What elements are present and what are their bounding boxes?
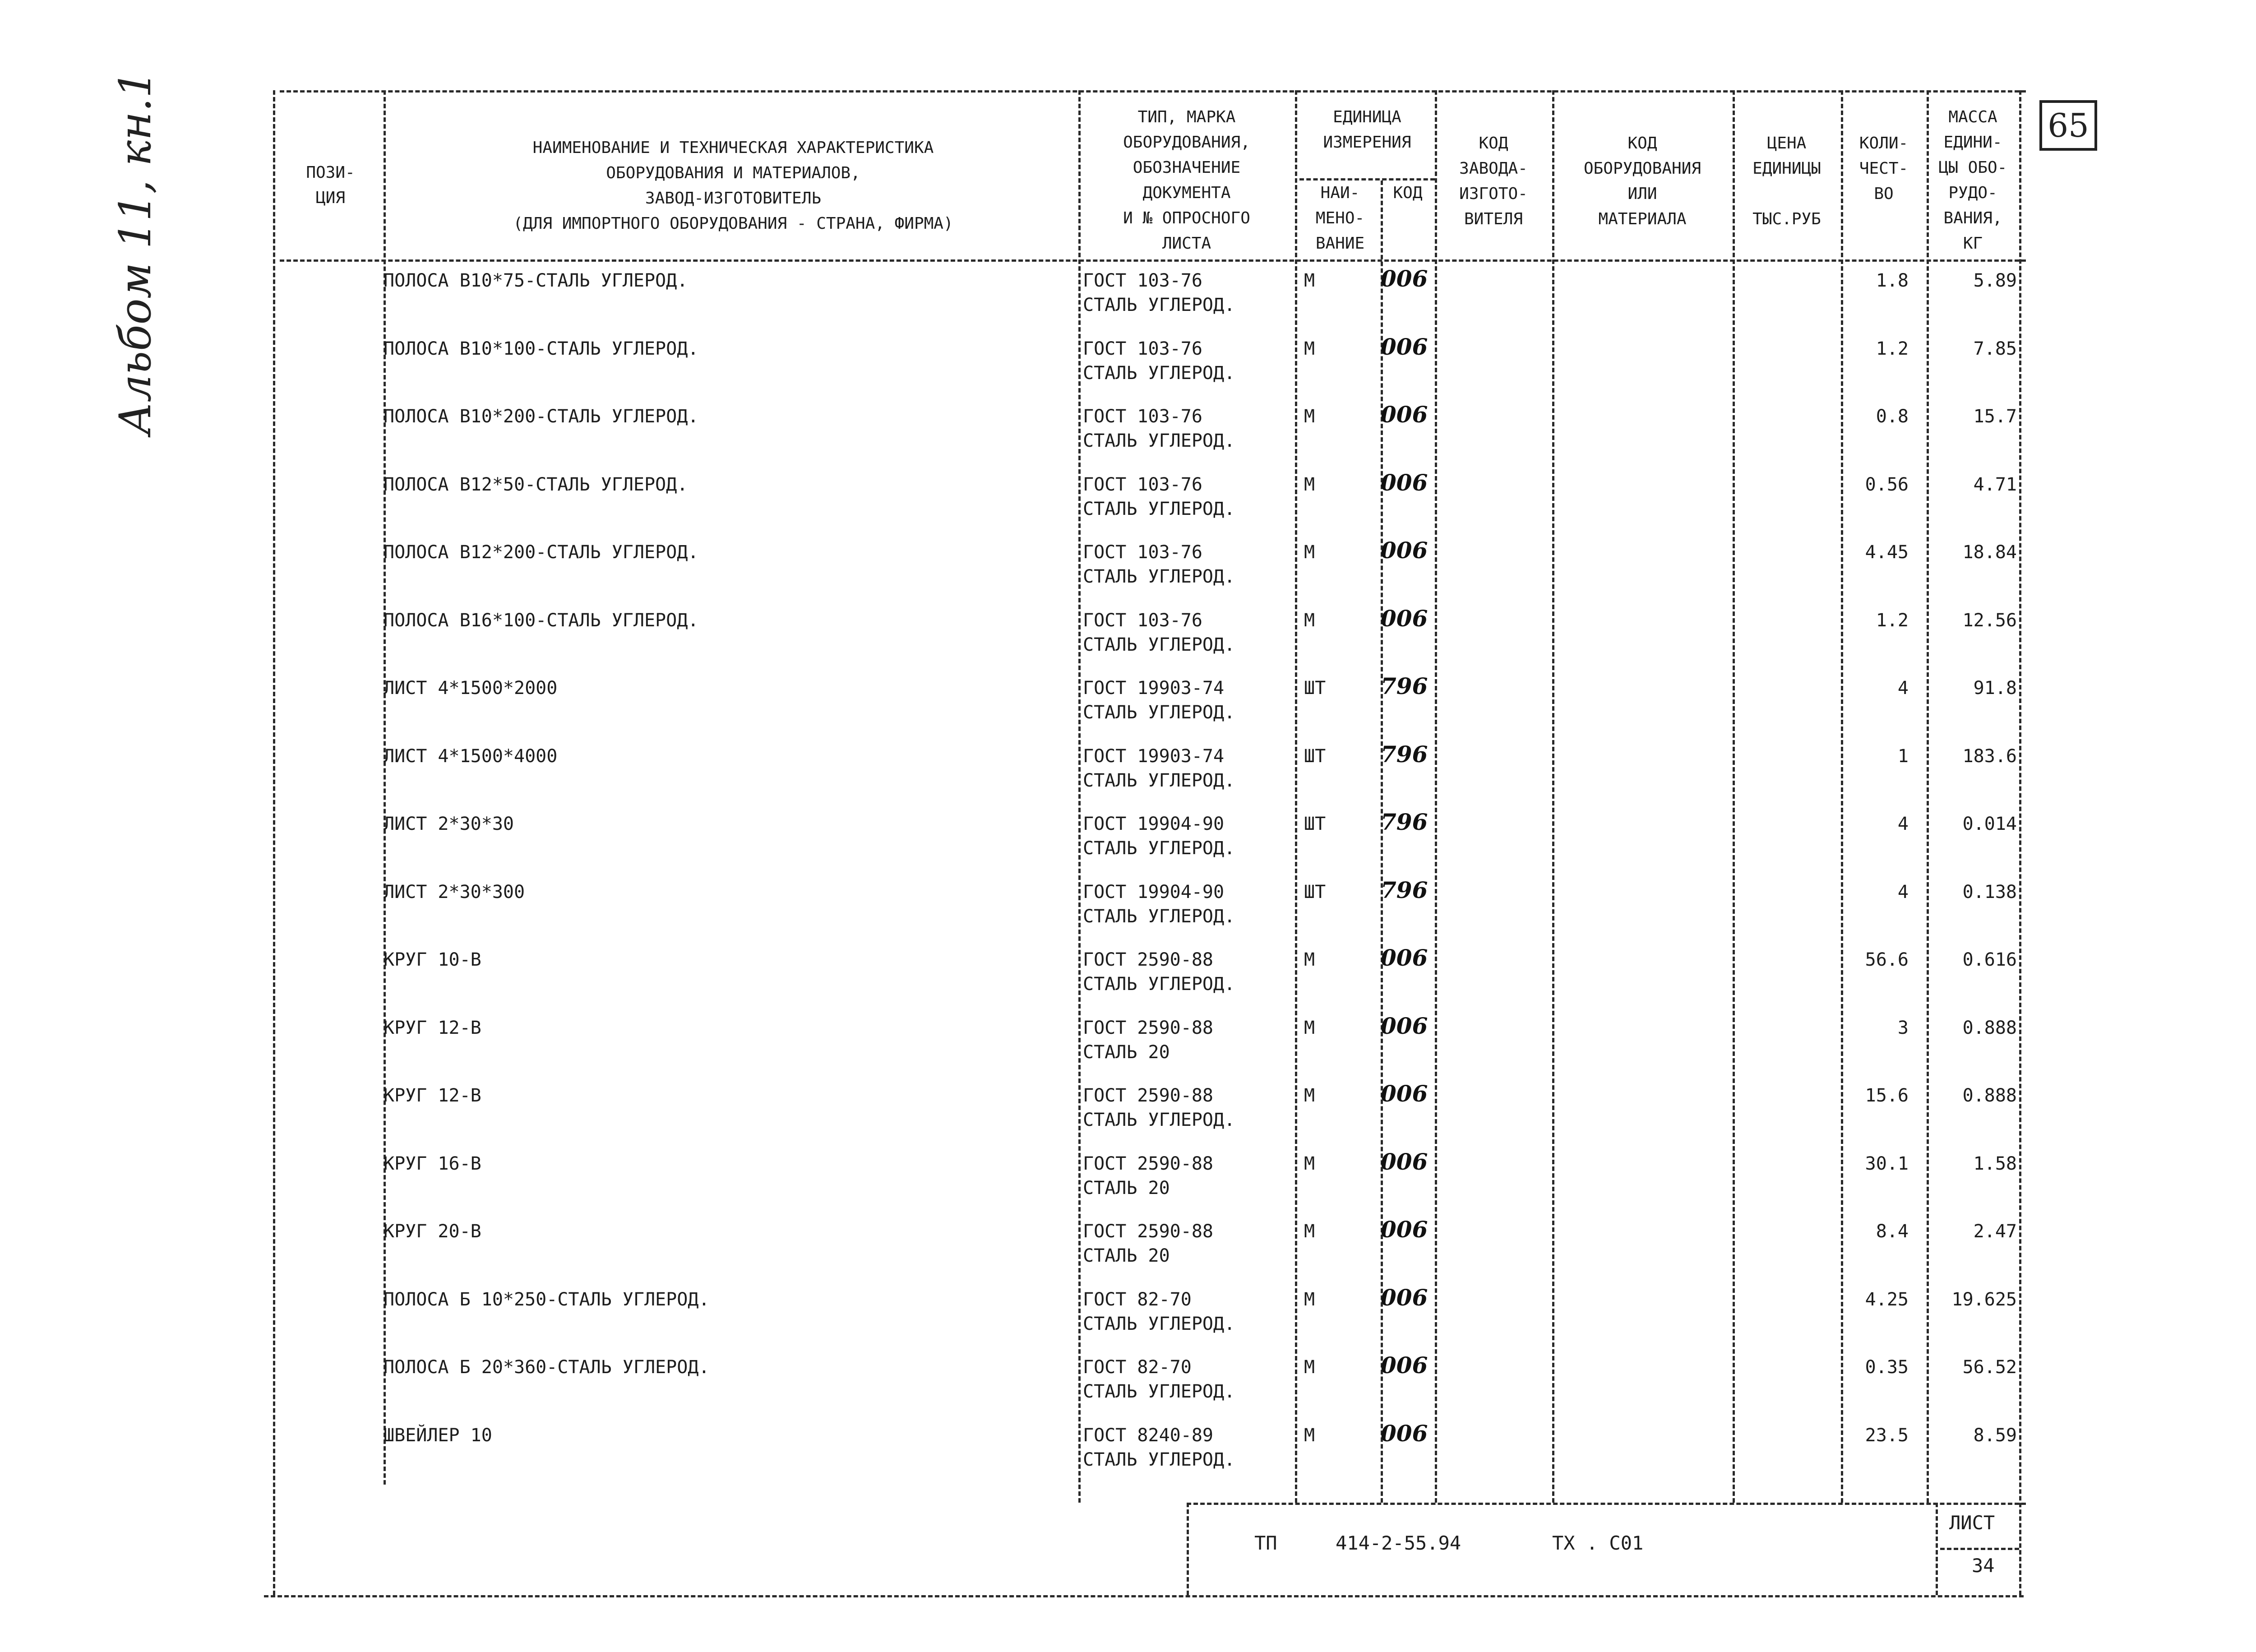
row-mass: 0.138	[1962, 881, 2017, 902]
col-sep-plant	[1435, 90, 1437, 1503]
row-mass: 5.89	[1973, 270, 2017, 291]
row-code: 006	[1381, 1012, 1428, 1039]
row-doc1: ГОСТ 8240-89	[1083, 1425, 1213, 1446]
row-unit: ШТ	[1304, 814, 1326, 834]
row-qty: 56.6	[1865, 949, 1909, 970]
row-mass: 1.58	[1973, 1153, 2017, 1174]
row-code: 006	[1381, 1216, 1428, 1243]
row-unit: М	[1304, 1221, 1315, 1242]
row-qty: 0.35	[1865, 1357, 1909, 1378]
row-doc1: ГОСТ 2590-88	[1083, 1153, 1213, 1174]
row-mass: 19.625	[1951, 1289, 2017, 1310]
row-mass: 12.56	[1962, 610, 2017, 631]
row-unit: М	[1304, 1289, 1315, 1310]
row-code: 006	[1381, 265, 1428, 292]
row-doc2: СТАЛЬ УГЛЕРОД.	[1083, 906, 1235, 927]
row-mass: 0.616	[1962, 949, 2017, 970]
row-name: КРУГ 12-В	[384, 1017, 481, 1038]
col-sep-name	[384, 90, 386, 1485]
row-mass: 91.8	[1973, 678, 2017, 699]
row-doc1: ГОСТ 82-70	[1083, 1357, 1192, 1378]
row-doc2: СТАЛЬ УГЛЕРОД.	[1083, 1449, 1235, 1470]
row-code: 796	[1381, 740, 1428, 768]
row-unit: М	[1304, 1153, 1315, 1174]
stamp-left-line	[1187, 1503, 1189, 1595]
row-code: 006	[1381, 469, 1428, 496]
row-qty: 4.45	[1865, 542, 1909, 563]
row-name: КРУГ 10-В	[384, 949, 481, 970]
row-unit: ШТ	[1304, 745, 1326, 767]
col-sep-type	[1078, 90, 1081, 1503]
row-qty: 0.56	[1865, 474, 1909, 495]
row-qty: 4	[1897, 678, 1909, 699]
row-unit: ШТ	[1304, 678, 1326, 699]
row-mass: 0.888	[1962, 1085, 2017, 1106]
row-doc2: СТАЛЬ УГЛЕРОД.	[1083, 634, 1235, 655]
header-mass: МАССА ЕДИНИ- ЦЫ ОБО- РУДО- ВАНИЯ, КГ	[1938, 108, 2007, 253]
frame-left-line	[273, 90, 275, 1595]
frame-right-line	[2019, 90, 2021, 1595]
row-doc1: ГОСТ 19904-90	[1083, 881, 1225, 902]
row-doc2: СТАЛЬ УГЛЕРОД.	[1083, 974, 1235, 995]
row-qty: 1.8	[1876, 270, 1909, 291]
col-sep-unit	[1295, 90, 1297, 1503]
row-code: 006	[1381, 537, 1428, 564]
row-mass: 183.6	[1962, 745, 2017, 767]
row-code: 006	[1381, 1352, 1428, 1379]
row-unit: М	[1304, 406, 1315, 427]
row-qty: 0.8	[1876, 406, 1909, 427]
row-qty: 4	[1897, 881, 1909, 902]
row-doc1: ГОСТ 2590-88	[1083, 1221, 1213, 1242]
col-sep-price	[1733, 90, 1735, 1503]
frame-bottom-line	[264, 1595, 2024, 1597]
header-qty: КОЛИ- ЧЕСТ- ВО	[1859, 134, 1909, 203]
stamp-designation: 414-2-55.94	[1336, 1532, 1461, 1554]
row-name: ПОЛОСА В10*200-СТАЛЬ УГЛЕРОД.	[384, 406, 699, 427]
row-qty: 1.2	[1876, 610, 1909, 631]
row-name: ПОЛОСА В12*200-СТАЛЬ УГЛЕРОД.	[384, 542, 699, 563]
page-corner-number: 65	[2039, 100, 2097, 151]
row-name: ЛИСТ 2*30*30	[384, 814, 514, 834]
row-mass: 4.71	[1973, 474, 2017, 495]
row-mass: 7.85	[1973, 338, 2017, 359]
row-code: 796	[1381, 876, 1428, 903]
row-doc2: СТАЛЬ УГЛЕРОД.	[1083, 362, 1235, 384]
row-qty: 3	[1897, 1017, 1909, 1038]
row-name: ЛИСТ 4*1500*2000	[384, 678, 558, 699]
row-unit: М	[1304, 1017, 1315, 1038]
row-name: ПОЛОСА В16*100-СТАЛЬ УГЛЕРОД.	[384, 610, 699, 631]
row-unit: ШТ	[1304, 881, 1326, 902]
row-doc1: ГОСТ 103-76	[1083, 270, 1202, 291]
stamp-sheet-divider	[1940, 1548, 2019, 1550]
row-doc1: ГОСТ 103-76	[1083, 542, 1202, 563]
row-doc2: СТАЛЬ УГЛЕРОД.	[1083, 770, 1235, 791]
row-mass: 2.47	[1973, 1221, 2017, 1242]
stamp-sheet-number: 34	[1972, 1555, 1995, 1577]
row-doc1: ГОСТ 19903-74	[1083, 678, 1225, 699]
row-qty: 1	[1897, 745, 1909, 767]
row-doc1: ГОСТ 2590-88	[1083, 1017, 1213, 1038]
row-doc2: СТАЛЬ 20	[1083, 1245, 1170, 1266]
row-doc1: ГОСТ 103-76	[1083, 406, 1202, 427]
header-unit: ЕДИНИЦА ИЗМЕРЕНИЯ	[1323, 108, 1411, 152]
row-doc1: ГОСТ 19904-90	[1083, 814, 1225, 834]
row-doc1: ГОСТ 2590-88	[1083, 949, 1213, 970]
row-name: ПОЛОСА Б 10*250-СТАЛЬ УГЛЕРОД.	[384, 1289, 710, 1310]
row-name: ЛИСТ 4*1500*4000	[384, 745, 558, 767]
stamp-tp: ТП	[1254, 1532, 1277, 1554]
row-code: 796	[1381, 673, 1428, 699]
album-side-note: Альбом 11, кн.1	[110, 70, 161, 435]
row-name: ПОЛОСА В10*75-СТАЛЬ УГЛЕРОД.	[384, 270, 688, 291]
row-name: КРУГ 12-В	[384, 1085, 481, 1106]
row-name: ШВЕЙЛЕР 10	[384, 1425, 492, 1446]
row-qty: 4	[1897, 814, 1909, 834]
row-doc2: СТАЛЬ УГЛЕРОД.	[1083, 1110, 1235, 1130]
col-sep-equip	[1552, 90, 1554, 1503]
row-doc2: СТАЛЬ УГЛЕРОД.	[1083, 702, 1235, 723]
row-unit: М	[1304, 1085, 1315, 1106]
row-qty: 30.1	[1865, 1153, 1909, 1174]
row-doc2: СТАЛЬ УГЛЕРОД.	[1083, 566, 1235, 587]
row-doc2: СТАЛЬ УГЛЕРОД.	[1083, 498, 1235, 519]
row-mass: 18.84	[1962, 542, 2017, 563]
row-code: 006	[1381, 333, 1428, 360]
row-mass: 56.52	[1962, 1357, 2017, 1378]
stamp-top-line	[1187, 1503, 2026, 1505]
row-doc1: ГОСТ 2590-88	[1083, 1085, 1213, 1106]
row-code: 006	[1381, 605, 1428, 632]
row-code: 006	[1381, 401, 1428, 428]
row-unit: М	[1304, 270, 1315, 291]
row-unit: М	[1304, 542, 1315, 563]
row-mass: 15.7	[1973, 406, 2017, 427]
row-mass: 0.014	[1962, 814, 2017, 834]
row-doc2: СТАЛЬ УГЛЕРОД.	[1083, 838, 1235, 859]
row-name: ПОЛОСА Б 20*360-СТАЛЬ УГЛЕРОД.	[384, 1357, 710, 1378]
row-doc2: СТАЛЬ УГЛЕРОД.	[1083, 295, 1235, 315]
header-unit-name: НАИ- МЕНО- ВАНИЕ	[1315, 184, 1365, 253]
header-unit-code: КОД	[1393, 184, 1423, 202]
row-name: ПОЛОСА В12*50-СТАЛЬ УГЛЕРОД.	[384, 474, 688, 495]
stamp-sheet-label: ЛИСТ	[1949, 1512, 1995, 1534]
row-qty: 1.2	[1876, 338, 1909, 359]
header-type: ТИП, МАРКА ОБОРУДОВАНИЯ, ОБОЗНАЧЕНИЕ ДОКУМЕНТА И № ОПРОСНОГО ЛИСТА	[1123, 108, 1250, 253]
row-doc1: ГОСТ 103-76	[1083, 474, 1202, 495]
row-mass: 8.59	[1973, 1425, 2017, 1446]
header-position: ПОЗИ- ЦИЯ	[306, 163, 355, 207]
row-code: 796	[1381, 809, 1428, 835]
row-unit: М	[1304, 338, 1315, 359]
stamp-sheet-line	[1936, 1503, 1938, 1595]
row-doc2: СТАЛЬ УГЛЕРОД.	[1083, 1313, 1235, 1334]
row-name: КРУГ 20-В	[384, 1221, 481, 1242]
row-doc2: СТАЛЬ УГЛЕРОД.	[1083, 1381, 1235, 1402]
frame-top-line	[280, 90, 2026, 93]
row-qty: 15.6	[1865, 1085, 1909, 1106]
row-doc1: ГОСТ 103-76	[1083, 338, 1202, 359]
row-qty: 8.4	[1876, 1221, 1909, 1242]
row-unit: М	[1304, 474, 1315, 495]
stamp-section: ТХ . С01	[1552, 1532, 1644, 1554]
row-unit: М	[1304, 1357, 1315, 1378]
header-name: НАИМЕНОВАНИЕ И ТЕХНИЧЕСКАЯ ХАРАКТЕРИСТИКА ОБОРУДОВАНИЯ И МАТЕРИАЛОВ, ЗАВОД-ИЗГОТОВИТЕЛЬ (ДЛЯ ИМПОРТНОГО ОБОРУДОВАНИЯ - СТРАНА, ФИРМА)	[513, 139, 953, 233]
row-unit: М	[1304, 610, 1315, 631]
row-doc2: СТАЛЬ 20	[1083, 1177, 1170, 1199]
row-qty: 23.5	[1865, 1425, 1909, 1446]
header-bottom-line	[280, 259, 2026, 262]
row-name: КРУГ 16-В	[384, 1153, 481, 1174]
row-unit: М	[1304, 1425, 1315, 1446]
header-price: ЦЕНА ЕДИНИЦЫ ТЫС.РУБ	[1752, 134, 1821, 228]
row-code: 006	[1381, 1420, 1428, 1447]
row-code: 006	[1381, 1284, 1428, 1311]
row-name: ПОЛОСА В10*100-СТАЛЬ УГЛЕРОД.	[384, 338, 699, 359]
row-name: ЛИСТ 2*30*300	[384, 881, 525, 902]
header-equip-code: КОД ОБОРУДОВАНИЯ ИЛИ МАТЕРИАЛА	[1583, 134, 1701, 228]
row-doc1: ГОСТ 19903-74	[1083, 745, 1225, 767]
row-code: 006	[1381, 1148, 1428, 1175]
row-code: 006	[1381, 944, 1428, 971]
row-code: 006	[1381, 1080, 1428, 1107]
row-doc2: СТАЛЬ 20	[1083, 1041, 1170, 1063]
row-doc1: ГОСТ 82-70	[1083, 1289, 1192, 1310]
row-unit: М	[1304, 949, 1315, 970]
row-doc1: ГОСТ 103-76	[1083, 610, 1202, 631]
row-qty: 4.25	[1865, 1289, 1909, 1310]
header-plant-code: КОД ЗАВОДА- ИЗГОТО- ВИТЕЛЯ	[1459, 134, 1528, 228]
row-mass: 0.888	[1962, 1017, 2017, 1038]
row-doc2: СТАЛЬ УГЛЕРОД.	[1083, 430, 1235, 451]
